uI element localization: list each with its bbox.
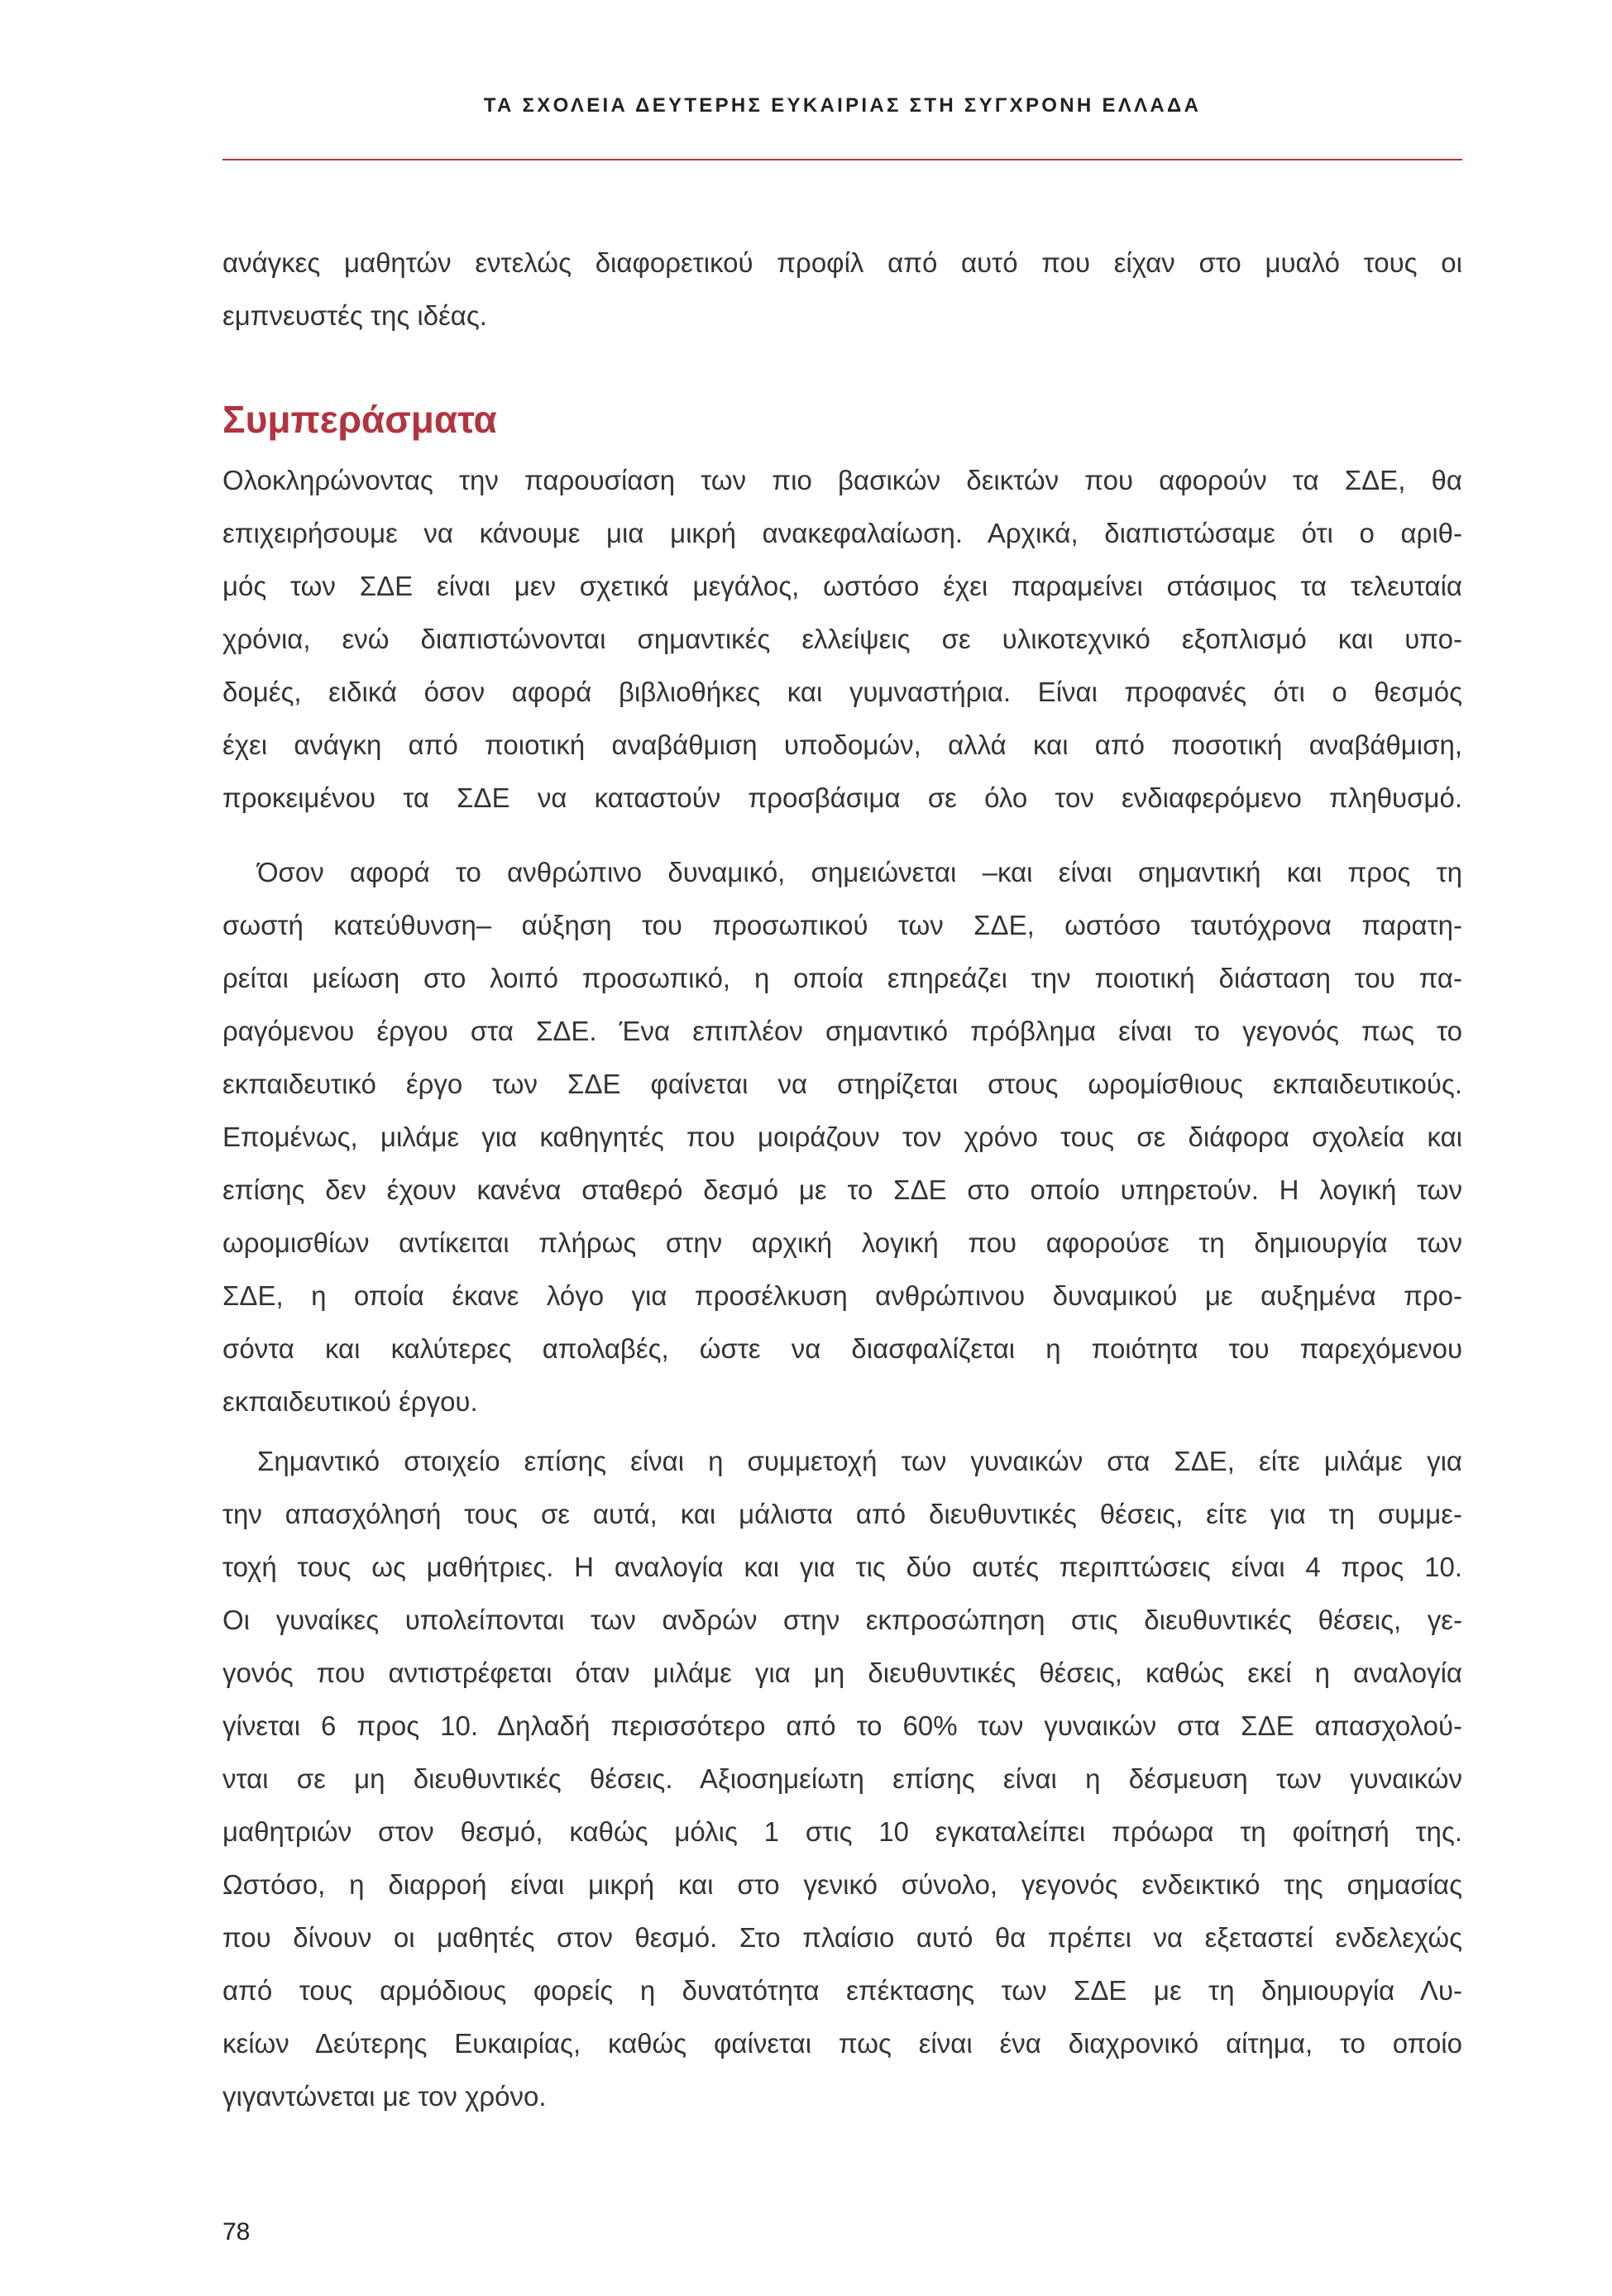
text-line: μός των ΣΔΕ είναι μεν σχετικά μεγάλος, ωστόσο έχει παραμείνει στάσιμος τα τελευταία	[222, 571, 1462, 601]
text-line: γιγαντώνεται με τον χρόνο.	[222, 2081, 547, 2112]
text-line: δομές, ειδικά όσον αφορά βιβλιοθήκες και γυμναστήρια. Είναι προφανές ότι ο θεσμός	[222, 677, 1462, 707]
text-line: Ωστόσο, η διαρροή είναι μικρή και στο γενικό σύνολο, γεγονός ενδεικτικό της σημασίας	[222, 1869, 1462, 1900]
text-line: Σημαντικό στοιχείο επίσης είναι η συμμετοχή των γυναικών στα ΣΔΕ, είτε μιλάμε για	[257, 1446, 1462, 1476]
text-line: Επομένως, μιλάμε για καθηγητές που μοιράζουν τον χρόνο τους σε διάφορα σχολεία και	[222, 1122, 1462, 1152]
text-line: εκπαιδευτικό έργο των ΣΔΕ φαίνεται να στηρίζεται στους ωρομίσθιους εκπαιδευτικούς.	[222, 1069, 1462, 1099]
text-line: την απασχόλησή τους σε αυτά, και μάλιστα από διευθυντικές θέσεις, είτε για τη συμμε-	[222, 1499, 1462, 1529]
text-line: ΣΔΕ, η οποία έκανε λόγο για προσέλκυση ανθρώπινου δυναμικού με αυξημένα προ-	[222, 1280, 1462, 1311]
text-line: νται σε μη διευθυντικές θέσεις. Αξιοσημείωτη επίσης είναι η δέσμευση των γυναικών	[222, 1763, 1462, 1794]
paragraph	[222, 454, 1462, 825]
text-line: Όσον αφορά το ανθρώπινο δυναμικό, σημειώνεται –και είναι σημαντική και προς τη	[257, 857, 1462, 887]
paragraph	[222, 1435, 1462, 2123]
page-number: 78	[222, 2218, 251, 2246]
text-line: Οι γυναίκες υπολείπονται των ανδρών στην εκπροσώπηση στις διευθυντικές θέσεις, γε-	[222, 1605, 1462, 1635]
text-line: επίσης δεν έχουν κανένα σταθερό δεσμό με το ΣΔΕ στο οποίο υπηρετούν. Η λογική των	[222, 1174, 1462, 1205]
text-line: σωστή κατεύθυνση– αύξηση του προσωπικού των ΣΔΕ, ωστόσο ταυτόχρονα παρατη-	[222, 910, 1462, 940]
text-line: ανάγκες μαθητών εντελώς διαφορετικού προφίλ από αυτό που είχαν στο μυαλό τους οι	[222, 247, 1462, 278]
header-rule	[222, 159, 1462, 160]
intro-paragraph	[222, 237, 1462, 342]
text-line: επιχειρήσουμε να κάνουμε μια μικρή ανακεφαλαίωση. Αρχικά, διαπιστώσαμε ότι ο αριθ-	[222, 518, 1462, 548]
text-line: ραγόμενου έργου στα ΣΔΕ. Ένα επιπλέον σημαντικό πρόβλημα είναι το γεγονός πως το	[222, 1016, 1462, 1046]
running-header: ΤΑ ΣΧΟΛΕΙΑ ΔΕΥΤΕΡΗΣ ΕΥΚΑΙΡΙΑΣ ΣΤΗ ΣΥΓΧΡΟΝΗ ΕΛΛΑΔΑ	[483, 94, 1202, 117]
text-line: γονός που αντιστρέφεται όταν μιλάμε για μη διευθυντικές θέσεις, καθώς εκεί η αναλογία	[222, 1657, 1462, 1688]
text-line: τοχή τους ως μαθήτριες. Η αναλογία και για τις δύο αυτές περιπτώσεις είναι 4 προς 10.	[222, 1552, 1462, 1582]
text-line: εκπαιδευτικού έργου.	[222, 1386, 478, 1417]
text-line: χρόνια, ενώ διαπιστώνονται σημαντικές ελλείψεις σε υλικοτεχνικό εξοπλισμό και υπο-	[222, 624, 1462, 654]
text-line: προκειμένου τα ΣΔΕ να καταστούν προσβάσιμα σε όλο τον ενδιαφερόμενο πληθυσμό.	[222, 782, 1462, 813]
text-line: ωρομισθίων αντίκειται πλήρως στην αρχική λογική που αφορούσε τη δημιουργία των	[222, 1227, 1462, 1258]
text-line: μαθητριών στον θεσμό, καθώς μόλις 1 στις 10 εγκαταλείπει πρόωρα τη φοίτησή της.	[222, 1816, 1462, 1847]
text-line: ρείται μείωση στο λοιπό προσωπικό, η οποία επηρεάζει την ποιοτική διάσταση του πα-	[222, 963, 1462, 993]
text-line: γίνεται 6 προς 10. Δηλαδή περισσότερο από το 60% των γυναικών στα ΣΔΕ απασχολού-	[222, 1710, 1462, 1741]
text-line: κείων Δεύτερης Ευκαιρίας, καθώς φαίνεται πως είναι ένα διαχρονικό αίτημα, το οποίο	[222, 2028, 1462, 2059]
section-heading: Συμπεράσματα	[222, 398, 497, 441]
text-line: που δίνουν οι μαθητές στον θεσμό. Στο πλαίσιο αυτό θα πρέπει να εξεταστεί ενδελεχώς	[222, 1922, 1462, 1953]
text-line: Ολοκληρώνοντας την παρουσίαση των πιο βασικών δεικτών που αφορούν τα ΣΔΕ, θα	[222, 465, 1462, 495]
text-line: από τους αρμόδιους φορείς η δυνατότητα επέκτασης των ΣΔΕ με τη δημιουργία Λυ-	[222, 1975, 1462, 2006]
text-line: έχει ανάγκη από ποιοτική αναβάθμιση υποδομών, αλλά και από ποσοτική αναβάθμιση,	[222, 729, 1462, 760]
text-line: σόντα και καλύτερες απολαβές, ώστε να διασφαλίζεται η ποιότητα του παρεχόμενου	[222, 1333, 1462, 1364]
paragraph	[222, 846, 1462, 1428]
text-line: εμπνευστές της ιδέας.	[222, 300, 487, 331]
